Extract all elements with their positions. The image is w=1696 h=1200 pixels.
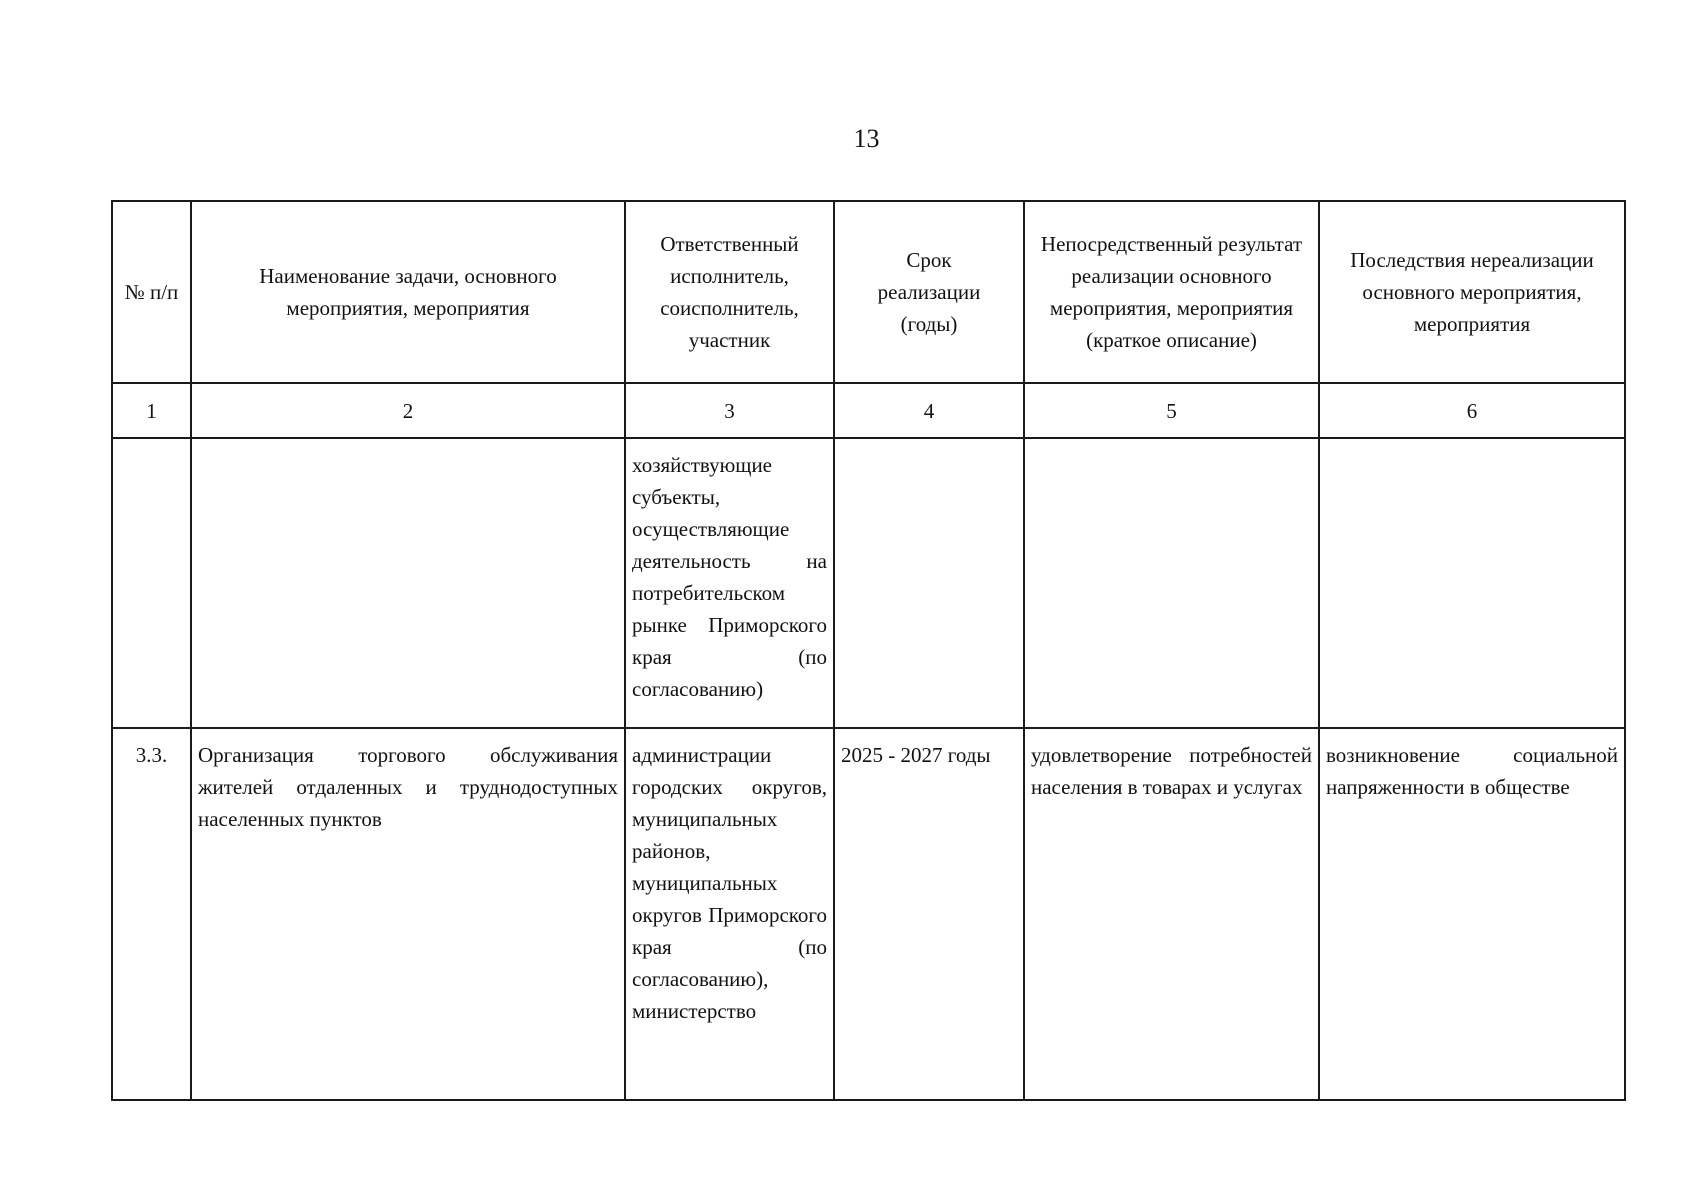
header-term: Срок реализации (годы)	[834, 201, 1024, 383]
header-name: Наименование задачи, основного мероприятия, мероприятия	[191, 201, 625, 383]
column-number: 2	[191, 383, 625, 438]
table-row	[112, 438, 1625, 728]
column-number: 6	[1319, 383, 1625, 438]
row-number: 3.3.	[112, 728, 191, 1100]
table-header-row	[112, 201, 1625, 383]
header-number: № п/п	[112, 201, 191, 383]
header-executor: Ответственный исполнитель, соисполнитель, участник	[625, 201, 834, 383]
row-consequences	[1319, 438, 1625, 728]
column-number-row	[112, 383, 1625, 438]
row-executor: хозяйствующие субъекты, осуществляющие деятельность на потребительском рынке Приморского края (по согласованию)	[625, 438, 834, 728]
row-term: 2025 - 2027 годы	[834, 728, 1024, 1100]
page-number: 13	[853, 124, 880, 153]
action-plan-table	[111, 200, 1626, 1101]
column-number: 1	[112, 383, 191, 438]
row-name	[191, 438, 625, 728]
row-number	[112, 438, 191, 728]
row-result	[1024, 438, 1319, 728]
column-number: 5	[1024, 383, 1319, 438]
row-name: Организация торгового обслуживания жителей отдаленных и труднодоступных населенных пунктов	[191, 728, 625, 1100]
row-executor: администрации городских округов, муниципальных районов, муниципальных округов Приморского края (по согласованию), министерство	[625, 728, 834, 1100]
table-row	[112, 728, 1625, 1100]
column-number: 4	[834, 383, 1024, 438]
header-consequences: Последствия нереализации основного мероприятия, мероприятия	[1319, 201, 1625, 383]
header-result: Непосредственный результат реализации основного мероприятия, мероприятия (краткое описание)	[1024, 201, 1319, 383]
row-consequences: возникновение социальной напряженности в обществе	[1319, 728, 1625, 1100]
row-result: удовлетворение потребностей населения в товарах и услугах	[1024, 728, 1319, 1100]
column-number: 3	[625, 383, 834, 438]
row-term	[834, 438, 1024, 728]
